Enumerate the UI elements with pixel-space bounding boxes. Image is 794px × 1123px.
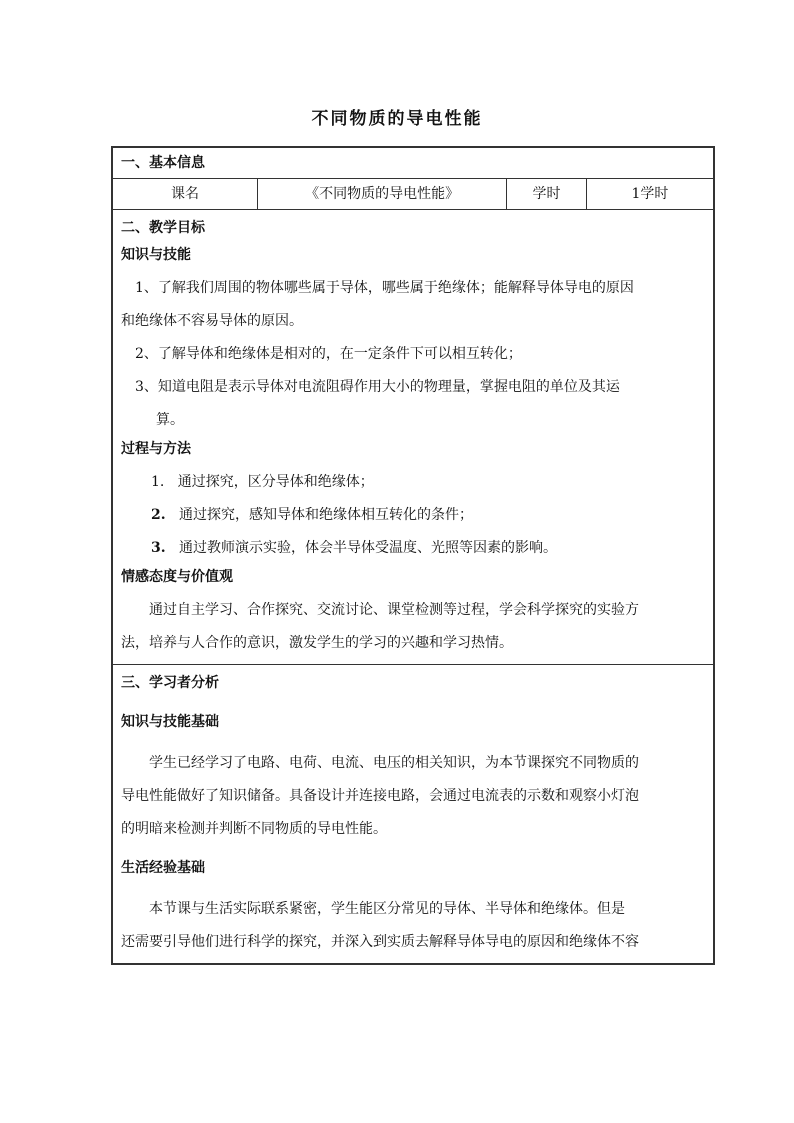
process-item-3 <box>121 532 705 565</box>
section-objectives <box>112 210 714 665</box>
learner-heading: 三、学习者分析 <box>121 675 219 691</box>
course-label: 课名 <box>112 179 258 210</box>
section-basic-info-heading: 一、基本信息 <box>112 147 714 179</box>
life-base-line-2: 还需要引导他们进行科学的探究，并深入到实质去解释导体导电的原因和绝缘体不容 <box>121 934 639 950</box>
knowledge-heading: 知识与技能 <box>121 247 191 263</box>
life-base-heading: 生活经验基础 <box>121 860 205 876</box>
process-item-3-text: 通过教师演示实验，体会半导体受温度、光照等因素的影响。 <box>178 540 557 556</box>
process-item-2-text: 通过探究，感知导体和绝缘体相互转化的条件； <box>178 507 473 523</box>
attitude-heading: 情感态度与价值观 <box>121 569 233 585</box>
course-value: 《不同物质的导电性能》 <box>258 179 507 210</box>
process-item-1 <box>121 466 705 499</box>
process-item-2 <box>121 499 705 532</box>
knowledge-base-line-1: 学生已经学习了电路、电荷、电流、电压的相关知识，为本节课探究不同物质的 <box>149 755 639 771</box>
hours-value: 1学时 <box>586 179 714 210</box>
page-title: 不同物质的导电性能 <box>311 109 483 129</box>
process-item-3-number: 3. <box>151 540 166 556</box>
knowledge-item-3-line-1: 3、知道电阻是表示导体对电流阻碍作用大小的物理量，掌握电阻的单位及其运 <box>135 379 620 395</box>
attitude-line-2: 法，培养与人合作的意识，激发学生的学习的兴趣和学习热情。 <box>121 635 513 651</box>
knowledge-base-line-3: 的明暗来检测并判断不同物质的导电性能。 <box>121 821 387 837</box>
process-heading: 过程与方法 <box>121 441 191 457</box>
process-item-2-number: 2. <box>151 507 166 523</box>
objectives-heading: 二、教学目标 <box>121 220 205 236</box>
attitude-line-1: 通过自主学习、合作探究、交流讨论、课堂检测等过程，学会科学探究的实验方 <box>149 602 639 618</box>
knowledge-base-line-2: 导电性能做好了知识储备。具备设计并连接电路，会通过电流表的示数和观察小灯泡 <box>121 788 639 804</box>
process-item-1-text: 通过探究，区分导体和绝缘体； <box>177 474 374 490</box>
process-item-1-number: 1. <box>151 474 165 490</box>
section-learner-analysis <box>112 665 714 965</box>
life-base-line-1: 本节课与生活实际联系紧密，学生能区分常见的导体、半导体和绝缘体。但是 <box>149 901 625 917</box>
basic-info-row <box>112 179 714 210</box>
lesson-plan-table <box>111 146 715 965</box>
knowledge-item-1-line-2: 和绝缘体不容易导体的原因。 <box>121 313 303 329</box>
knowledge-item-1-line-1: 1、了解我们周围的物体哪些属于导体，哪些属于绝缘体；能解释导体导电的原因 <box>135 280 634 296</box>
hours-label: 学时 <box>507 179 587 210</box>
knowledge-item-3-line-2: 算。 <box>156 412 184 428</box>
knowledge-item-2: 2、了解导体和绝缘体是相对的，在一定条件下可以相互转化； <box>135 346 522 362</box>
knowledge-base-heading: 知识与技能基础 <box>121 714 219 730</box>
